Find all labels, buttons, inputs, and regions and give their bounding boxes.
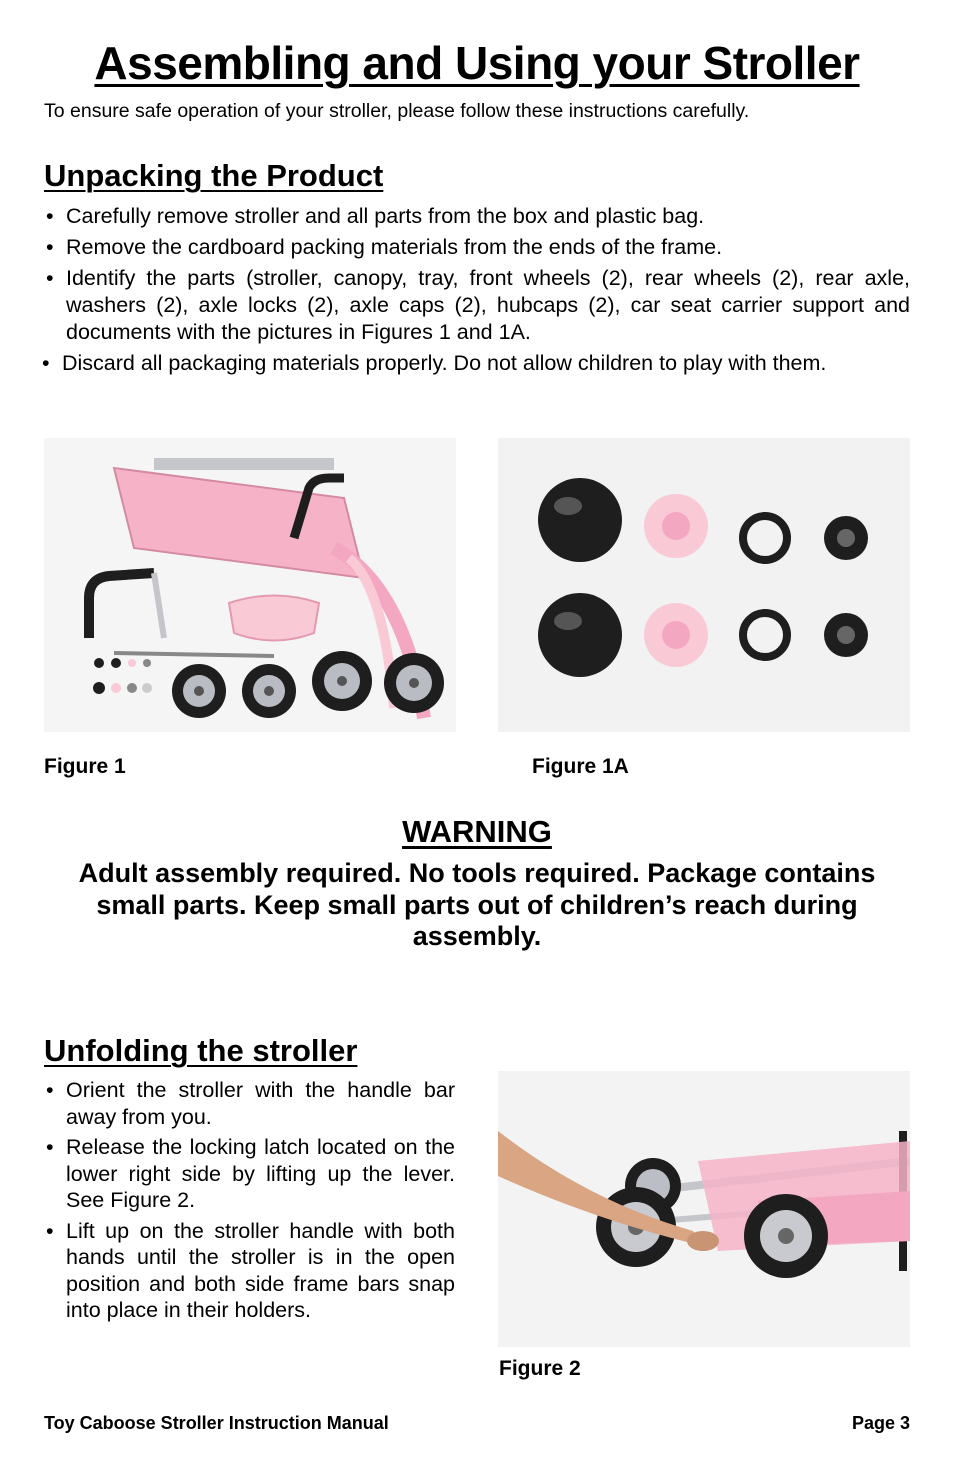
warning-title: WARNING [402, 814, 552, 849]
figure-1-image [44, 438, 456, 732]
list-item: • Identify the parts (stroller, canopy, tray, front wheels (2), rear wheels (2), rear axle, washers (2), axle locks (2), axle caps (2), hubcaps (2), car seat carrier support and documents with the pictures in Figures 1 and 1A. [44, 265, 910, 346]
wheel-icon [242, 664, 296, 718]
footer-manual-title: Toy Caboose Stroller Instruction Manual [44, 1413, 389, 1433]
unfolding-list [44, 1077, 455, 1328]
figure-2-image [498, 1071, 910, 1347]
figure-2-caption: Figure 2 [499, 1357, 581, 1380]
intro-text: To ensure safe operation of your stroller, please follow these instructions carefully. [44, 100, 750, 122]
unfolding-heading: Unfolding the stroller [44, 1033, 358, 1068]
list-item: • Lift up on the stroller handle with both hands until the stroller is in the open position and both side frame bars snap into place in their holders. [44, 1218, 455, 1324]
warning-text: Adult assembly required. No tools required. Package contains small parts. Keep small parts out of children’s reach during assembly. [78, 858, 876, 951]
figure-1-caption: Figure 1 [44, 755, 126, 778]
list-item: • Carefully remove stroller and all parts from the box and plastic bag. [44, 203, 910, 230]
footer-page-number: Page 3 [851, 1413, 910, 1433]
wheel-icon [312, 651, 372, 711]
unfolding-illustration [498, 1071, 910, 1347]
list-item: • Discard all packaging materials properly. Do not allow children to play with them. [44, 350, 910, 377]
small-parts-illustration [498, 438, 910, 732]
unpacking-heading: Unpacking the Product [44, 158, 384, 193]
wheel-icon [384, 653, 444, 713]
stroller-parts-illustration [44, 438, 456, 732]
unpacking-list [44, 203, 910, 381]
wheel-icon [172, 664, 226, 718]
figure-1a-image [498, 438, 910, 732]
list-item: • Release the locking latch located on the lower right side by lifting up the lever. See Figure 2. [44, 1134, 455, 1214]
list-item: • Orient the stroller with the handle bar away from you. [44, 1077, 455, 1130]
page-title: Assembling and Using your Stroller [94, 37, 860, 89]
list-item: • Remove the cardboard packing materials from the ends of the frame. [44, 234, 910, 261]
figure-1a-caption: Figure 1A [532, 755, 629, 778]
